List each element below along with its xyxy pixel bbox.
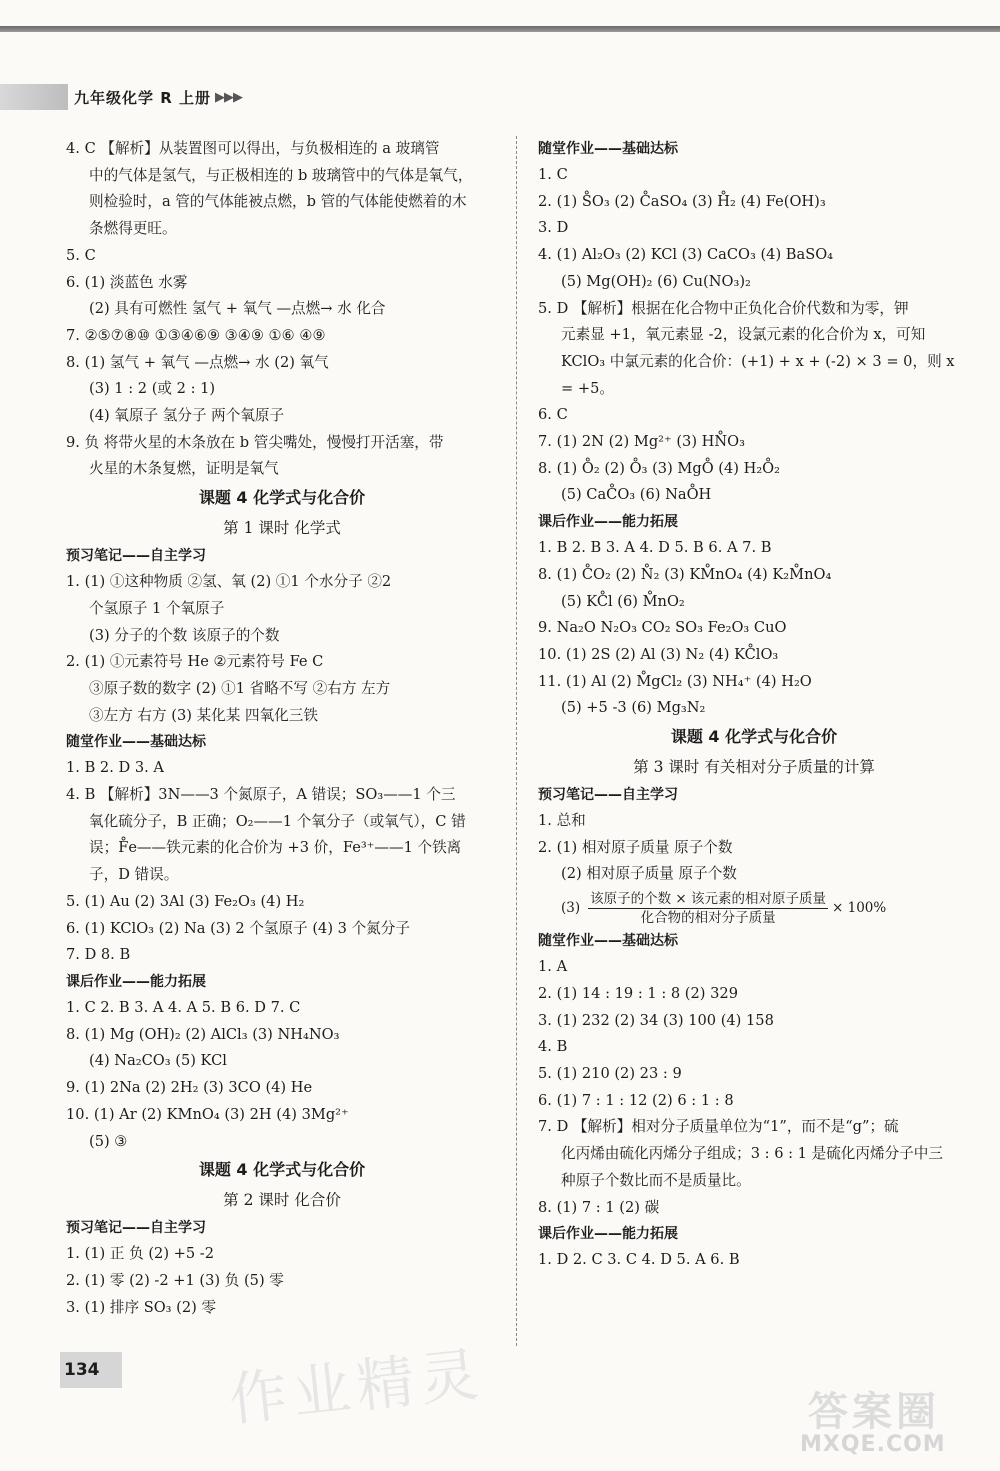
answer-line: 8. (1) 7 : 1 (2) 碳 [538, 1198, 660, 1216]
answer-line: 2. (1) 14 : 19 : 1 : 8 (2) 329 [538, 984, 738, 1002]
answer-line: 6. C [538, 406, 568, 424]
answer-line: 4. B 【解析】3N——3 个氮原子，A 错误；SO₃——1 个三 [66, 786, 456, 804]
answer-line: 1. B 2. D 3. A [66, 759, 164, 777]
answer-line: 9. 负 将带火星的木条放在 b 管尖嘴处，慢慢打开活塞，带 [66, 433, 444, 451]
answer-line: 4. B [538, 1038, 568, 1056]
answer-line: 8. (1) O̊₂ (2) O̊₃ (3) MgO̊ (4) H₂O̊₂ [538, 459, 780, 477]
section-heading: 课后作业——能力拓展 [538, 1226, 678, 1243]
answer-line: 3. D [538, 219, 569, 237]
lesson-title: 课题 4 化学式与化合价 [198, 488, 366, 508]
answer-line: 8. (1) C̊O₂ (2) N̊₂ (3) KM̊nO₄ (4) K₂M̊nO₄ [538, 565, 832, 583]
left-column [66, 136, 498, 1321]
answer-line: KClO₃ 中氯元素的化合价：(+1) + x + (-2) × 3 = 0，则 x [561, 352, 955, 370]
answer-line: 化丙烯由硫化丙烯分子组成；3 : 6 : 1 是硫化丙烯分子中三 [561, 1145, 943, 1163]
answer-line: 1. (1) ①这种物质 ②氢、氧 (2) ①1 个水分子 ②2 [66, 573, 392, 591]
lesson-title: 课题 4 化学式与化合价 [670, 727, 838, 747]
fraction-label: (3) [561, 899, 581, 916]
answer-line: (3) 分子的个数 该原子的个数 [89, 626, 280, 644]
answer-line: 6. (1) KClO₃ (2) Na (3) 2 个氢原子 (4) 3 个氮分子 [66, 919, 410, 937]
answer-line: 5. D 【解析】根据在化合物中正负化合价代数和为零，钾 [538, 299, 909, 317]
answer-line: 个氢原子 1 个氧原子 [89, 599, 225, 617]
fraction-numerator: 该原子的个数 × 该元素的相对原子质量 [590, 890, 827, 907]
answer-line: 7. D 【解析】相对分子质量单位为“1”，而不是“g”；硫 [538, 1118, 899, 1136]
answer-line: 1. D 2. C 3. C 4. D 5. A 6. B [538, 1251, 740, 1269]
answer-line: ③原子数的数字 (2) ①1 省略不写 ②右方 左方 [89, 679, 391, 697]
answer-line: 10. (1) 2S (2) Al (3) N₂ (4) KC̊lO₃ [538, 645, 779, 663]
answer-line: 5. C [66, 246, 96, 264]
section-heading: 预习笔记——自主学习 [538, 787, 678, 804]
answer-line: 9. Na₂O N₂O₃ CO₂ SO₃ Fe₂O₃ CuO [538, 619, 787, 637]
answer-line: (2) 具有可燃性 氢气 + 氧气 —点燃→ 水 化合 [89, 300, 386, 318]
answer-line: 8. (1) Mg (OH)₂ (2) AlCl₃ (3) NH₄NO₃ [66, 1025, 340, 1043]
answer-line: 2. (1) 相对原子质量 原子个数 [538, 838, 733, 856]
answer-line: 6. (1) 淡蓝色 水雾 [66, 273, 188, 291]
header-title: 九年级化学 R 上册 [74, 88, 211, 107]
lesson-subtitle: 第 3 课时 有关相对分子质量的计算 [633, 758, 875, 777]
answer-line: 则检验时，a 管的气体能被点燃，b 管的气体能使燃着的木 [89, 193, 467, 211]
lesson-subtitle: 第 1 课时 化学式 [223, 519, 341, 538]
column-divider [516, 136, 517, 1346]
answer-line: ③左方 右方 (3) 某化某 四氧化三铁 [89, 706, 318, 724]
watermark-text: 作业精灵 [225, 1339, 488, 1435]
answer-line: 子，D 错误。 [89, 866, 179, 884]
answer-line: 1. A [538, 958, 568, 976]
lesson-subtitle: 第 2 课时 化合价 [223, 1191, 341, 1210]
section-heading: 预习笔记——自主学习 [66, 548, 206, 565]
answer-line: (5) +5 -3 (6) Mg₃N₂ [561, 699, 706, 717]
answer-line: 1. C [538, 166, 568, 183]
answer-line: 条燃得更旺。 [89, 220, 177, 238]
answer-line: 1. C 2. B 3. A 4. A 5. B 6. D 7. C [66, 998, 301, 1016]
fraction-denominator: 化合物的相对分子质量 [640, 909, 776, 926]
answer-line: 元素显 +1，氧元素显 -2，设氯元素的化合价为 x，可知 [561, 326, 926, 344]
answer-line: (2) 相对原子质量 原子个数 [561, 865, 737, 883]
section-heading: 预习笔记——自主学习 [66, 1220, 206, 1237]
answer-line: 2. (1) S̊O₃ (2) C̊aSO₄ (3) H̊₂ (4) Fe(OH)₃ [538, 192, 826, 210]
section-heading: 课后作业——能力拓展 [66, 973, 206, 990]
answer-line: 6. (1) 7 : 1 : 12 (2) 6 : 1 : 8 [538, 1091, 734, 1109]
answer-line: 7. ②⑤⑦⑧⑩ ①③④⑥⑨ ③④⑨ ①⑥ ④⑨ [66, 326, 326, 344]
fraction-stack [588, 890, 828, 927]
answer-line: 8. (1) 氢气 + 氧气 —点燃→ 水 (2) 氧气 [66, 353, 329, 371]
running-header [0, 82, 300, 112]
answer-line: 3. (1) 排序 SO₃ (2) 零 [66, 1298, 217, 1316]
answer-line: 10. (1) Ar (2) KMnO₄ (3) 2H (4) 3Mg²⁺ [66, 1105, 349, 1123]
answer-line: (5) KC̊l (6) M̊nO₂ [561, 592, 685, 610]
answer-line: (5) CaC̊O₃ (6) NaO̊H [561, 486, 712, 504]
answer-line: 2. (1) ①元素符号 He ②元素符号 Fe C [66, 653, 324, 671]
header-bar [0, 84, 68, 110]
section-heading: 课后作业——能力拓展 [538, 514, 678, 531]
answer-line: = +5。 [561, 379, 614, 397]
answer-line: 7. D 8. B [66, 946, 131, 964]
answer-line: 误；F̊e——铁元素的化合价为 +3 价，Fe³⁺——1 个铁离 [89, 839, 462, 857]
answer-line: (4) Na₂CO₃ (5) KCl [89, 1052, 227, 1070]
section-heading: 随堂作业——基础达标 [538, 141, 678, 157]
answer-line: (3) 1 : 2 (或 2 : 1) [89, 380, 216, 398]
section-heading: 随堂作业——基础达标 [66, 734, 206, 751]
answer-line: 5. (1) 210 (2) 23 : 9 [538, 1064, 682, 1082]
answer-line: 火星的木条复燃，证明是氧气 [89, 460, 279, 478]
answer-line: (5) ③ [89, 1132, 128, 1150]
fraction-tail: × 100% [832, 899, 887, 916]
answer-line: 1. 总和 [538, 812, 586, 830]
answer-line: 1. B 2. B 3. A 4. D 5. B 6. A 7. B [538, 539, 772, 557]
watermark-url: MXQE.COM [800, 1432, 946, 1457]
answer-line: 3. (1) 232 (2) 34 (3) 100 (4) 158 [538, 1011, 774, 1029]
answer-line: (5) Mg(OH)₂ (6) Cu(NO₃)₂ [561, 272, 751, 290]
section-heading: 随堂作业——基础达标 [538, 933, 678, 950]
answer-line: 7. (1) 2N (2) Mg²⁺ (3) HN̊O₃ [538, 433, 745, 451]
right-column [538, 136, 970, 1274]
page-number: 134 [60, 1352, 122, 1388]
top-rule [0, 26, 1000, 32]
formula-fraction [538, 888, 970, 928]
answer-line: 中的气体是氢气，与正极相连的 b 玻璃管中的气体是氧气， [89, 166, 473, 184]
answer-line: (4) 氧原子 氢分子 两个氧原子 [89, 407, 285, 425]
answer-line: 11. (1) Al (2) M̊gCl₂ (3) NH₄⁺ (4) H₂O [538, 672, 812, 690]
answer-line: 4. (1) Al₂O₃ (2) KCl (3) CaCO₃ (4) BaSO₄ [538, 246, 834, 264]
watermark-logo-text: 答案圈 [808, 1389, 940, 1435]
header-arrows-icon: ▶▶▶ [215, 89, 242, 105]
lesson-title: 课题 4 化学式与化合价 [198, 1160, 366, 1180]
answer-line: 9. (1) 2Na (2) 2H₂ (3) 3CO (4) He [66, 1079, 313, 1097]
answer-line: 5. (1) Au (2) 3Al (3) Fe₂O₃ (4) H₂ [66, 892, 305, 910]
answer-line: 1. (1) 正 负 (2) +5 -2 [66, 1245, 215, 1263]
answer-line: 4. C 【解析】从装置图可以得出，与负极相连的 a 玻璃管 [66, 140, 440, 157]
answer-line: 氧化硫分子，B 正确；O₂——1 个氧分子（或氧气），C 错 [89, 812, 466, 830]
answer-line: 种原子个数比而不是质量比。 [561, 1171, 751, 1189]
answer-line: 2. (1) 零 (2) -2 +1 (3) 负 (5) 零 [66, 1271, 284, 1289]
